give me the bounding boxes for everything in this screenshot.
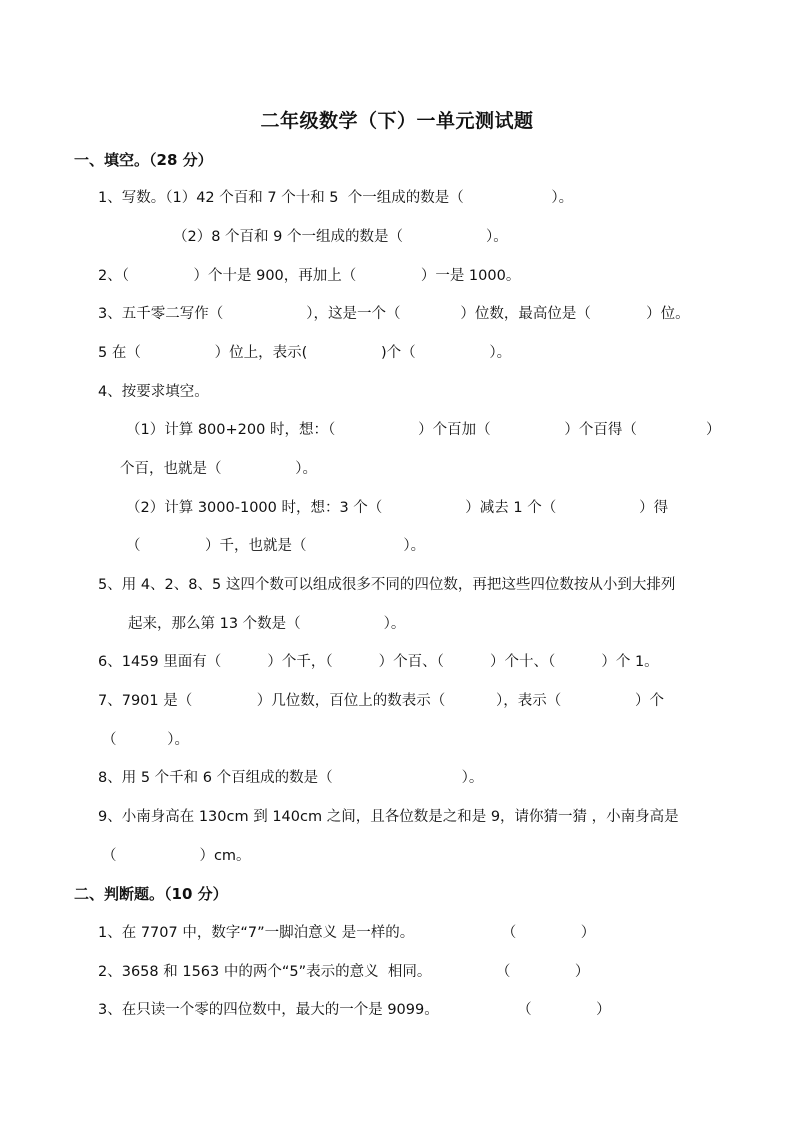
judge-line: 3、在只读一个零的四位数中，最大的一个是 9099。 （ ） — [98, 1002, 611, 1018]
question-line: 2、（ ）个十是 900，再加上（ ）一是 1000。 — [98, 268, 521, 284]
question-line: 4、按要求填空。 — [98, 384, 209, 400]
judge-line: 2、3658 和 1563 中的两个“5”表示的意义 相同。 （ ） — [98, 964, 590, 980]
judge-line: 1、在 7707 中，数字“7”一脚泊意义 是一样的。 （ ） — [98, 925, 596, 941]
question-line: 6、1459 里面有（ ）个千，（ ）个百、（ ）个十、（ ）个 1。 — [98, 654, 659, 670]
question-line: 起来，那么第 13 个数是（ ）。 — [128, 616, 406, 632]
question-line: （ ）cm。 — [102, 848, 251, 864]
section-heading-fill: 一、填空。（28 分） — [74, 151, 213, 169]
question-line: （1）计算 800+200 时，想：（ ）个百加（ ）个百得（ ） — [126, 422, 721, 438]
question-line: （2）计算 3000-1000 时，想：3 个（ ）减去 1 个（ ）得 — [126, 500, 669, 516]
question-line: 3、五千零二写作（ ），这是一个（ ）位数，最高位是（ ）位。 — [98, 306, 690, 322]
question-line: 个百，也就是（ ）。 — [120, 461, 317, 477]
question-line: 5、用 4、2、8、5 这四个数可以组成很多不同的四位数，再把这些四位数按从小到大排列 — [98, 577, 676, 593]
section-heading-judge: 二、判断题。（10 分） — [74, 885, 228, 903]
page-title: 二年级数学（下）一单元测试题 — [260, 110, 534, 132]
question-line: （2）8 个百和 9 个一组成的数是（ ）。 — [173, 229, 508, 245]
question-line: 7、7901 是（ ）几位数，百位上的数表示（ ），表示（ ）个 — [98, 693, 664, 709]
question-line: （ ）千，也就是（ ）。 — [126, 538, 426, 554]
question-line: 8、用 5 个千和 6 个百组成的数是（ ）。 — [98, 770, 484, 786]
question-line: （ ）。 — [102, 732, 189, 748]
question-line: 1、写数。（1）42 个百和 7 个十和 5 个一组成的数是（ ）。 — [98, 190, 574, 206]
question-line: 9、小南身高在 130cm 到 140cm 之间，且各位数是之和是 9，请你猜一猜 ，小南身高是 — [98, 809, 679, 825]
question-line: 5 在（ ）位上，表示( )个（ ）。 — [98, 345, 512, 361]
